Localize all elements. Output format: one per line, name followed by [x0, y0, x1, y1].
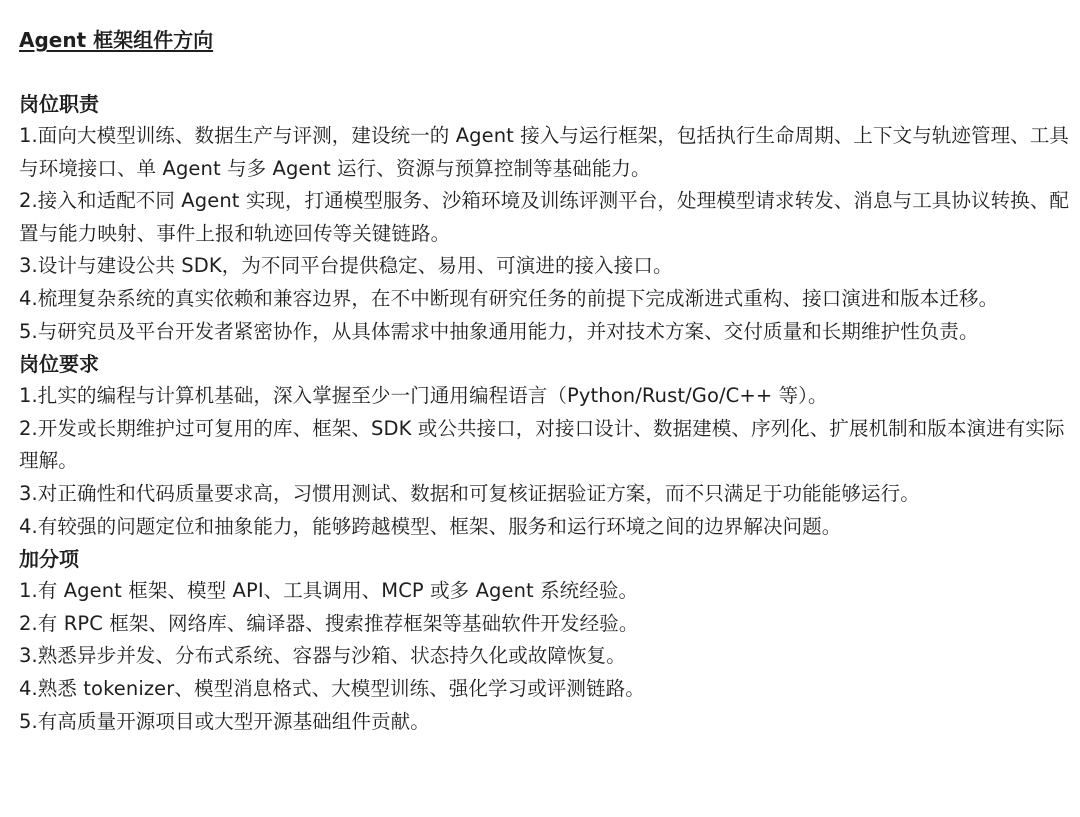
list-item: 3.熟悉异步并发、分布式系统、容器与沙箱、状态持久化或故障恢复。	[19, 644, 626, 668]
section-responsibilities	[19, 88, 1071, 348]
list-item: 5.与研究员及平台开发者紧密协作，从具体需求中抽象通用能力，并对技术方案、交付质量和长期维护性负责。	[19, 319, 979, 343]
blank-line	[19, 56, 1071, 88]
list-item: 3.设计与建设公共 SDK，为不同平台提供稳定、易用、可演进的接入接口。	[19, 254, 673, 278]
list-item: 3.对正确性和代码质量要求高，习惯用测试、数据和可复核证据验证方案，而不只满足于功能能够运行。	[19, 481, 920, 505]
document-title: Agent 框架组件方向	[19, 28, 214, 52]
document	[19, 24, 1071, 738]
list-item: 1.面向大模型训练、数据生产与评测，建设统一的 Agent 接入与运行框架，包括执行生命周期、上下文与轨迹管理、工具与环境接口、单 Agent 与多 Agent 运行、资源与预算控制等基础能力。	[19, 124, 1070, 180]
list-item: 4.熟悉 tokenizer、模型消息格式、大模型训练、强化学习或评测链路。	[19, 676, 645, 700]
list-item: 4.梳理复杂系统的真实依赖和兼容边界，在不中断现有研究任务的前提下完成渐进式重构、接口演进和版本迁移。	[19, 286, 999, 310]
list-item: 4.有较强的问题定位和抽象能力，能够跨越模型、框架、服务和运行环境之间的边界解决问题。	[19, 514, 842, 538]
list-item: 2.有 RPC 框架、网络库、编译器、搜索推荐框架等基础软件开发经验。	[19, 611, 639, 635]
section-heading: 岗位职责	[19, 92, 99, 116]
list-item: 1.扎实的编程与计算机基础，深入掌握至少一门通用编程语言（Python/Rust/Go/C++ 等）。	[19, 384, 828, 408]
list-item: 2.接入和适配不同 Agent 实现，打通模型服务、沙箱环境及训练评测平台，处理模型请求转发、消息与工具协议转换、配置与能力映射、事件上报和轨迹回传等关键链路。	[19, 189, 1070, 245]
section-bonus	[19, 543, 1071, 738]
section-heading: 加分项	[19, 547, 79, 572]
list-item: 5.有高质量开源项目或大型开源基础组件贡献。	[19, 709, 430, 733]
section-requirements	[19, 348, 1071, 543]
list-item: 2.开发或长期维护过可复用的库、框架、SDK 或公共接口，对接口设计、数据建模、序列化、扩展机制和版本演进有实际理解。	[19, 416, 1065, 473]
list-item: 1.有 Agent 框架、模型 API、工具调用、MCP 或多 Agent 系统经验。	[19, 579, 639, 603]
section-heading: 岗位要求	[19, 352, 99, 377]
